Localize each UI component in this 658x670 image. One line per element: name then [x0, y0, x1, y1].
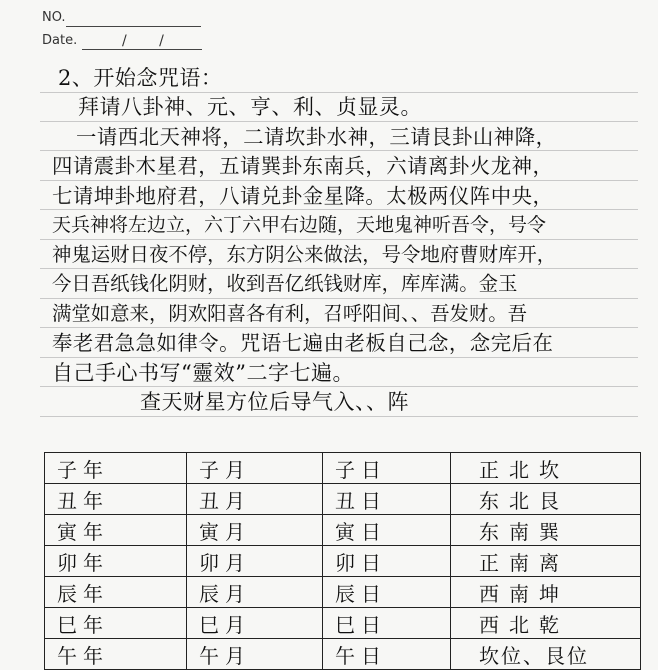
month-cell: 丑月 [187, 484, 323, 515]
direction-cell: 西北乾 [451, 608, 641, 639]
text-line: 今日吾纸钱化阴财，收到吾亿纸钱财库，库库满。金玉 [52, 272, 518, 295]
year-cell: 午年 [45, 639, 187, 670]
year-cell: 寅年 [45, 515, 187, 546]
year-cell: 辰年 [45, 577, 187, 608]
text-line: 自己手心书写“靈效”二字七遍。 [52, 361, 354, 385]
table-row [45, 484, 641, 515]
ruled-line [40, 239, 638, 240]
ruled-line [40, 327, 638, 328]
text-line: 满堂如意来，阴欢阳喜各有利，召呼阳间、、吾发财。吾 [52, 302, 528, 325]
year-cell: 巳年 [45, 608, 187, 639]
date-slashes: / / [122, 33, 164, 49]
day-cell: 辰日 [323, 577, 451, 608]
no-underline [66, 26, 201, 27]
table-row [45, 453, 641, 484]
direction-cell: 正北坎 [451, 453, 641, 484]
text-line: 七请坤卦地府君，八请兑卦金星降。太极两仪阵中央， [52, 184, 554, 208]
section-heading: 2、开始念咒语： [58, 66, 223, 90]
month-cell: 午月 [187, 639, 323, 670]
ruled-line [40, 298, 638, 299]
date-label: Date. [42, 33, 78, 48]
table-row [45, 577, 641, 608]
direction-cell: 东南巽 [451, 515, 641, 546]
day-cell: 子日 [323, 453, 451, 484]
month-cell: 辰月 [187, 577, 323, 608]
text-line: 奉老君急急如律令。咒语七遍由老板自己念，念完后在 [52, 331, 554, 355]
text-line: 一请西北天神将，二请坎卦水神，三请艮卦山神降， [76, 125, 557, 149]
day-cell: 丑日 [323, 484, 451, 515]
table-row [45, 608, 641, 639]
day-cell: 寅日 [323, 515, 451, 546]
year-cell: 丑年 [45, 484, 187, 515]
day-cell: 卯日 [323, 546, 451, 577]
text-line: 拜请八卦神、元、亨、利、贞显灵。 [78, 95, 422, 119]
table-row [45, 515, 641, 546]
ruled-line [40, 416, 638, 417]
ruled-line [40, 268, 638, 269]
text-line: 天兵神将左边立，六丁六甲右边随，天地鬼神听吾令，号令 [52, 214, 547, 236]
text-line: 查天财星方位后导气入、、阵 [140, 390, 409, 414]
ruled-line [40, 386, 638, 387]
ruled-line [40, 357, 638, 358]
ruled-line [40, 209, 638, 210]
direction-cell: 东北艮 [451, 484, 641, 515]
table-row [45, 546, 641, 577]
ruled-line [40, 121, 638, 122]
no-label: NO. [42, 10, 66, 25]
month-cell: 寅月 [187, 515, 323, 546]
ruled-line [40, 180, 638, 181]
ruled-line [40, 92, 638, 93]
month-cell: 卯月 [187, 546, 323, 577]
month-cell: 子月 [187, 453, 323, 484]
table-row [45, 639, 641, 670]
day-cell: 巳日 [323, 608, 451, 639]
direction-cell: 西南坤 [451, 577, 641, 608]
direction-table [44, 452, 641, 670]
direction-cell: 正南离 [451, 546, 641, 577]
ruled-line [40, 150, 638, 151]
direction-cell: 坎位、艮位 [451, 639, 641, 670]
text-line: 四请震卦木星君，五请巽卦东南兵，六请离卦火龙神， [52, 154, 554, 178]
date-underline [82, 49, 202, 50]
day-cell: 午日 [323, 639, 451, 670]
year-cell: 子年 [45, 453, 187, 484]
month-cell: 巳月 [187, 608, 323, 639]
year-cell: 卯年 [45, 546, 187, 577]
text-line: 神鬼运财日夜不停，东方阴公来做法，号令地府曹财库开， [52, 243, 557, 266]
